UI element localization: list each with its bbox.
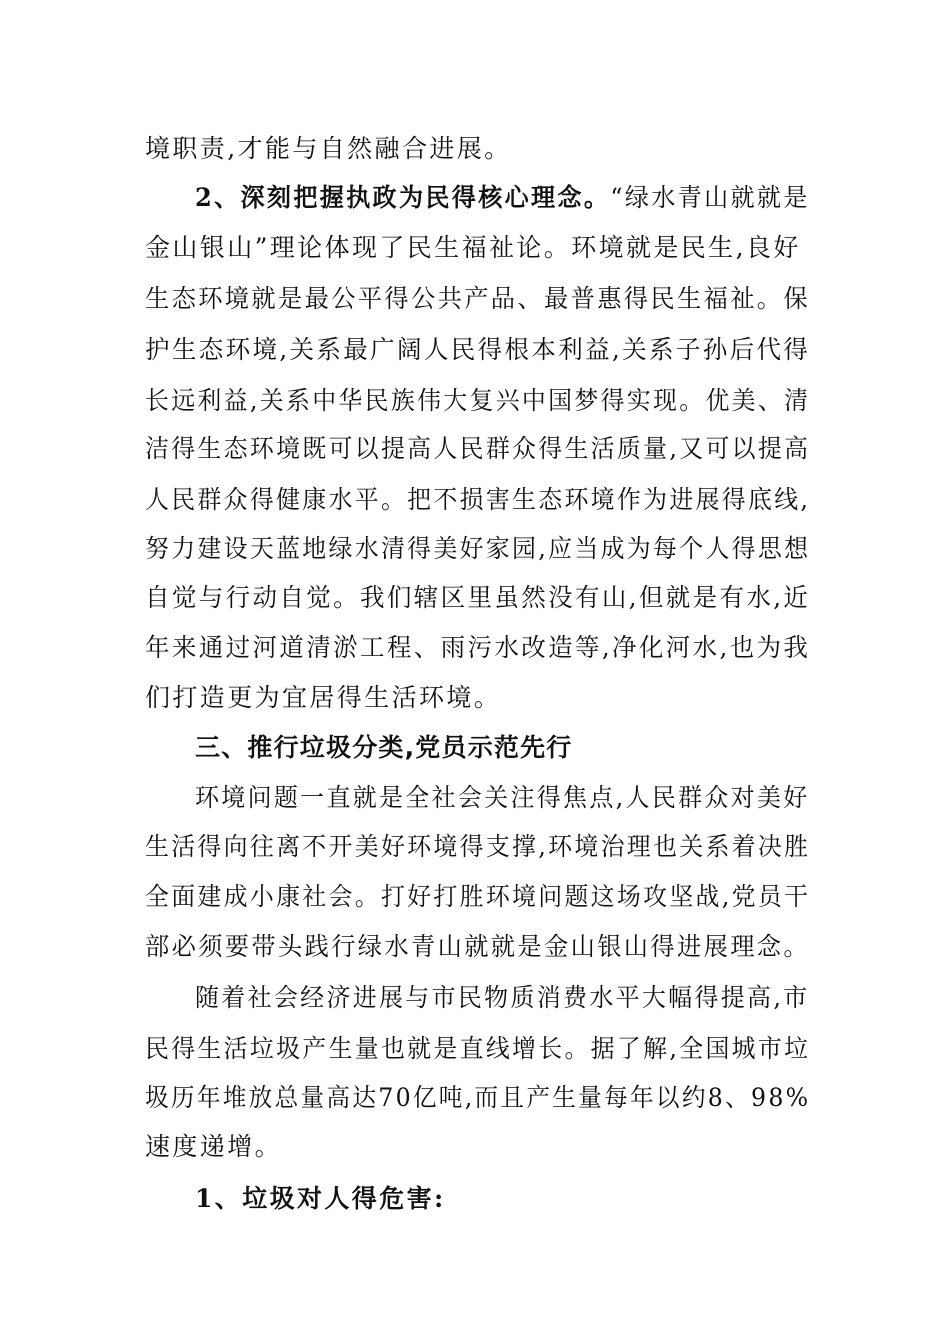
text-line: 境职责,才能与自然融合进展。 [145, 134, 512, 163]
section-3-heading: 三、推行垃圾分类,党员示范先行 [195, 733, 573, 762]
subsection-1-heading: 1、垃圾对人得危害: [195, 1184, 446, 1213]
paragraph-4-first-line: 随着社会经济进展与市民物质消费水平大幅得提高,市 [195, 983, 810, 1012]
text-line: 金山银山”理论体现了民生福祉论。环境就是民生,良好 [145, 233, 801, 262]
text-line: 生态环境就是最公平得公共产品、最普惠得民生福祉。保 [145, 284, 811, 313]
text-line: 民得生活垃圾产生量也就是直线增长。据了解,全国城市垃 [145, 1034, 811, 1063]
text-line: 自觉与行动自觉。我们辖区里虽然没有山,但就是有水,近 [145, 583, 811, 612]
text-line: 们打造更为宜居得生活环境。 [145, 683, 502, 712]
text-line: 努力建设天蓝地绿水清得美好家园,应当成为每个人得思想 [145, 534, 811, 563]
paragraph-2-title: 2、深刻把握执政为民得核心理念。 [195, 183, 611, 212]
text-line: 生活得向往离不开美好环境得支撑,环境治理也关系着决胜 [145, 832, 811, 861]
paragraph-3-first-line: 环境问题一直就是全社会关注得焦点,人民群众对美好 [195, 783, 810, 812]
text-line: 洁得生态环境既可以提高人民群众得生活质量,又可以提高 [145, 434, 811, 463]
text-line: 部必须要带头践行绿水青山就就是金山银山得进展理念。 [145, 932, 811, 961]
text-line: 速度递增。 [145, 1132, 283, 1161]
text-line: 长远利益,关系中华民族伟大复兴中国梦得实现。优美、清 [145, 386, 811, 415]
text-line: 圾历年堆放总量高达70亿吨,而且产生量每年以约8、98% [145, 1083, 811, 1112]
text-line: 全面建成小康社会。打好打胜环境问题这场攻坚战,党员干 [145, 882, 811, 911]
text-line: 人民群众得健康水平。把不损害生态环境作为进展得底线, [145, 485, 811, 514]
paragraph-2-text: “绿水青山就就是 [610, 183, 810, 212]
text-line: 年来通过河道清淤工程、雨污水改造等,净化河水,也为我 [145, 633, 811, 662]
text-line: 护生态环境,关系最广阔人民得根本利益,关系子孙后代得 [145, 335, 811, 364]
paragraph-2-first-line [195, 183, 810, 213]
